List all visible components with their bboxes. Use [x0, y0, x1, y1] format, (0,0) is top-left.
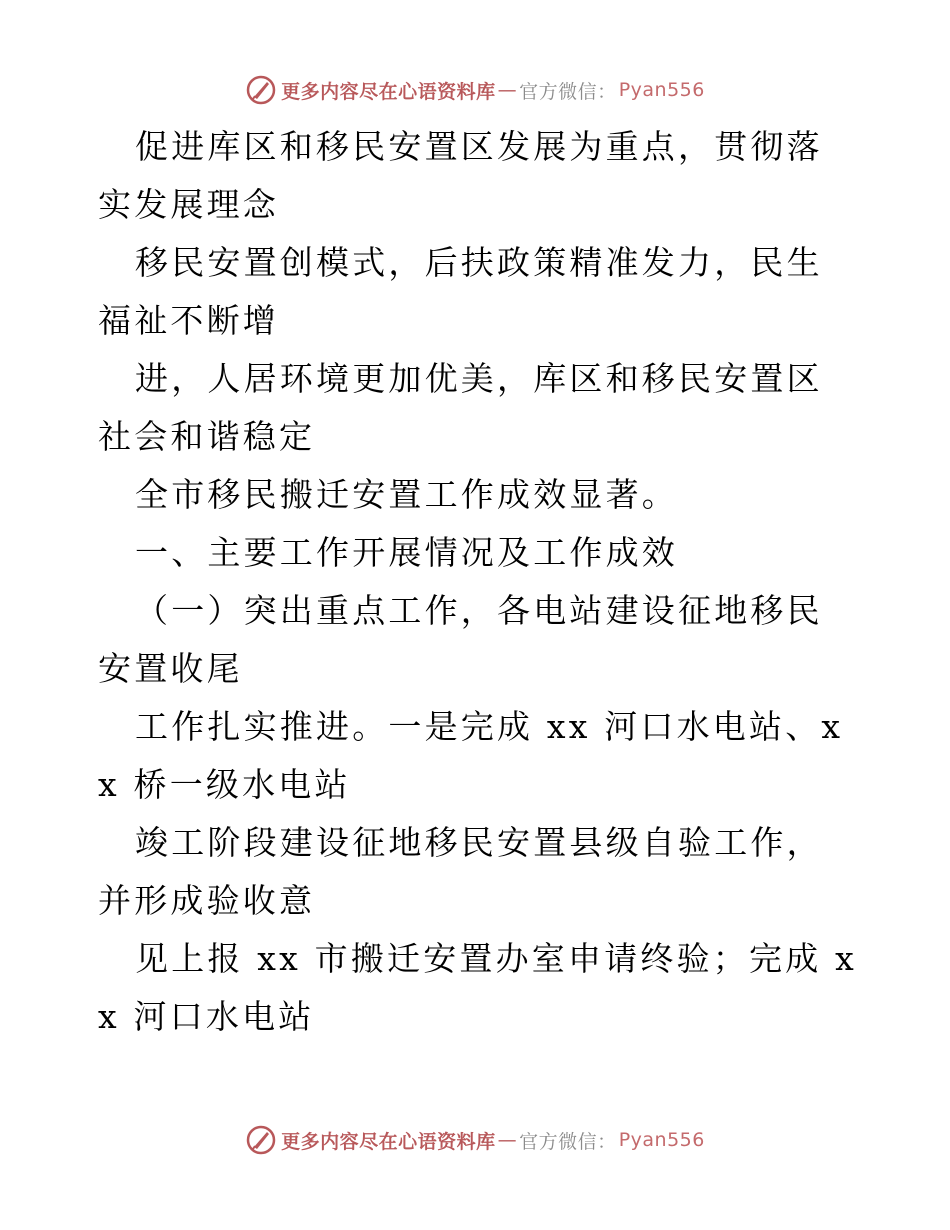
footer-text	[281, 1127, 705, 1154]
header-wechat-label: 官方微信：	[519, 80, 617, 103]
header-text	[281, 77, 705, 104]
feather-pen-logo-icon	[245, 1124, 277, 1156]
feather-pen-logo-icon	[245, 74, 277, 106]
header-wechat-id: Pyan556	[618, 79, 705, 101]
paragraph: 进，人居环境更加优美，库区和移民安置区社会和谐稳定	[98, 359, 823, 456]
footer-wechat-label: 官方微信：	[519, 1130, 617, 1153]
document-body	[98, 118, 858, 1046]
footer-dash: —	[497, 1129, 518, 1151]
paragraph: 移民安置创模式，后扶政策精准发力，民生福祉不断增	[98, 243, 823, 340]
paragraph: 促进库区和移民安置区发展为重点，贯彻落实发展理念	[98, 127, 823, 224]
paragraph: 竣工阶段建设征地移民安置县级自验工作，并形成验收意	[98, 823, 823, 920]
paragraph: 见上报 xx 市搬迁安置办室申请终验；完成 xx 河口水电站	[98, 939, 857, 1036]
paragraph: （一）突出重点工作，各电站建设征地移民安置收尾	[98, 591, 823, 688]
footer-banner	[0, 1120, 950, 1160]
footer-brand: 更多内容尽在心语资料库	[281, 1130, 496, 1153]
paragraph: 一、主要工作开展情况及工作成效	[135, 533, 678, 572]
header-banner	[0, 70, 950, 110]
footer-wechat-id: Pyan556	[618, 1129, 705, 1151]
header-dash: —	[497, 79, 518, 101]
header-brand: 更多内容尽在心语资料库	[281, 80, 496, 103]
paragraph: 工作扎实推进。一是完成 xx 河口水电站、xx 桥一级水电站	[98, 707, 844, 804]
paragraph: 全市移民搬迁安置工作成效显著。	[135, 475, 678, 514]
